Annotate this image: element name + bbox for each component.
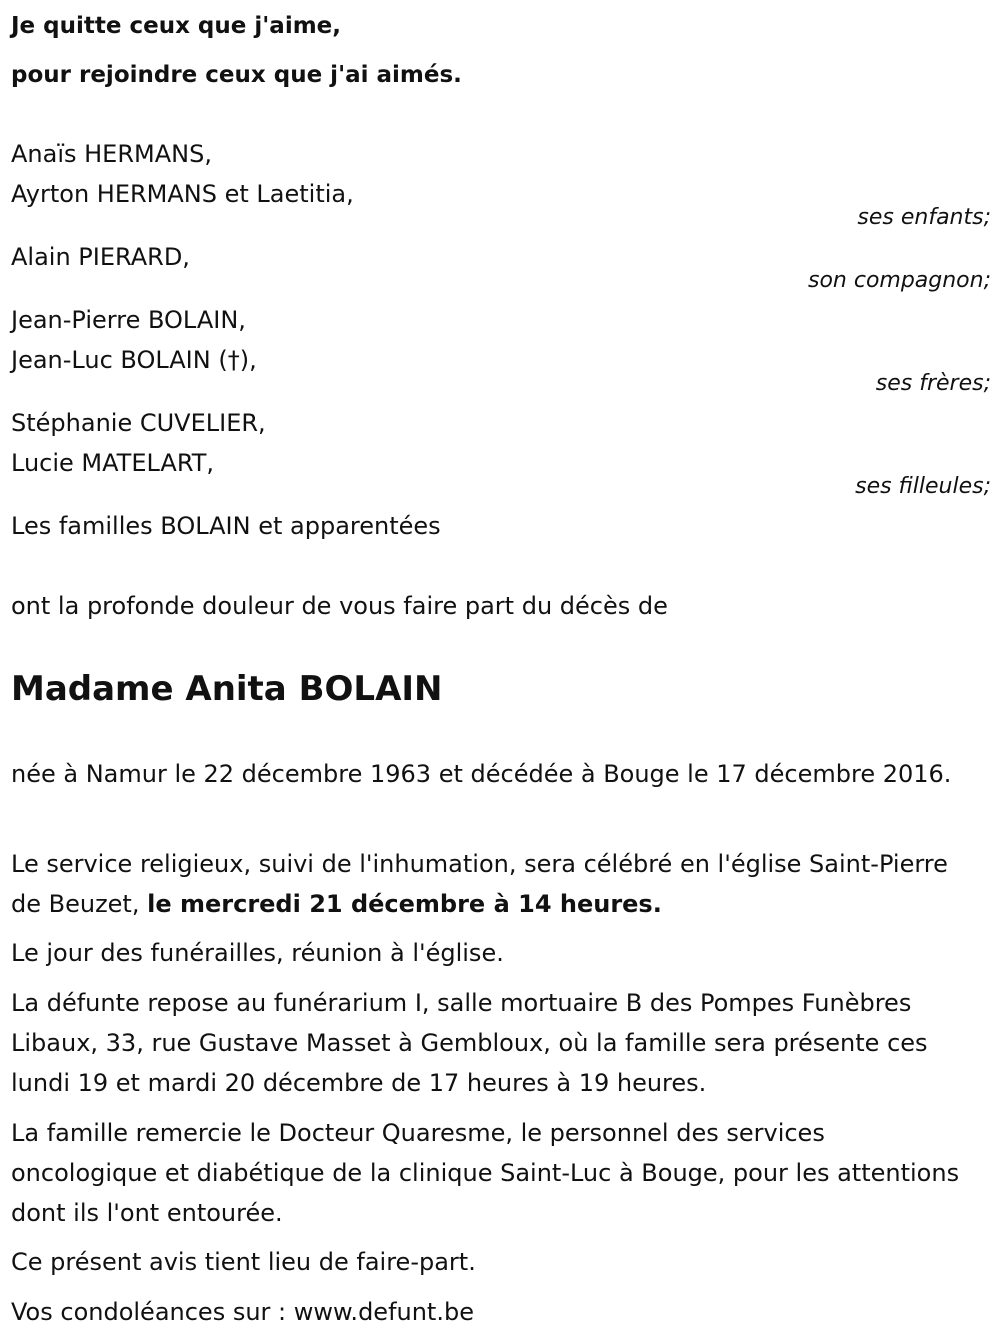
family-name-line: Jean-Luc BOLAIN (†), (11, 346, 257, 374)
notice-paragraph: Ce présent avis tient lieu de faire-part. (11, 1248, 476, 1276)
relation-label-partner: son compagnon; (807, 268, 991, 293)
meeting-paragraph: Le jour des funérailles, réunion à l'église. (11, 939, 504, 967)
viewing-paragraph: La défunte repose au funérarium I, salle mortuaire B des Pompes Funèbres Libaux, 33, rue Gustave Masset à Gembloux, où la famille sera présente ces lundi 19 et mardi 20 décembre de 17 heures à 19 heures. (11, 989, 928, 1097)
family-name-line: Alain PIERARD, (11, 243, 190, 271)
relation-label-goddaughters: ses filleules; (855, 474, 991, 499)
epigraph-line-2: pour rejoindre ceux que j'ai aimés. (11, 62, 462, 88)
service-date-time: le mercredi 21 décembre à 14 heures. (147, 890, 662, 918)
announcement-text: ont la profonde douleur de vous faire part du décès de (11, 592, 668, 620)
thanks-paragraph: La famille remercie le Docteur Quaresme, le personnel des services oncologique et diabétique de la clinique Saint-Luc à Bouge, pour les attentions dont ils l'ont entourée. (11, 1119, 960, 1227)
service-paragraph (11, 844, 976, 924)
family-name-line: Jean-Pierre BOLAIN, (11, 306, 246, 334)
epigraph-line-1: Je quitte ceux que j'aime, (11, 13, 342, 39)
family-name-line: Stéphanie CUVELIER, (11, 409, 266, 437)
birth-death-paragraph: née à Namur le 22 décembre 1963 et décédée à Bouge le 17 décembre 2016. (11, 760, 952, 788)
condolences-paragraph: Vos condoléances sur : www.defunt.be (11, 1298, 474, 1326)
deceased-name: Madame Anita BOLAIN (11, 669, 443, 709)
relation-label-children: ses enfants; (857, 205, 991, 230)
family-name-line: Lucie MATELART, (11, 449, 215, 477)
family-name-line: Ayrton HERMANS et Laetitia, (11, 180, 354, 208)
family-name-line: Anaïs HERMANS, (11, 140, 212, 168)
families-line: Les familles BOLAIN et apparentées (11, 512, 441, 540)
relation-label-brothers: ses frères; (875, 371, 991, 396)
service-text: Le service religieux, suivi de l'inhumation, sera célébré en l'église Saint-Pierre de Beuzet, (11, 850, 948, 918)
